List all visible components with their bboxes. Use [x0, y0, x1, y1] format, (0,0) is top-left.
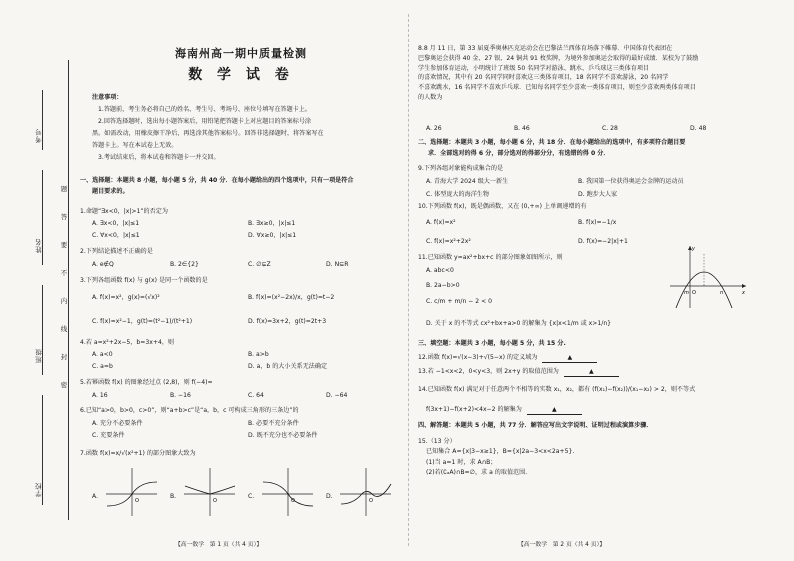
option-a[interactable]: A. f(x)=x²: [426, 219, 456, 226]
question-10: [418, 203, 780, 211]
svg-text:O: O: [291, 498, 295, 504]
exam-subtitle: 数 学 试 卷: [188, 67, 294, 83]
answer-blank[interactable]: [542, 354, 597, 363]
option-b[interactable]: B. f(x)=(x²−2x)/x，g(t)=t−2: [248, 294, 335, 301]
question-9: [418, 165, 780, 173]
exam-title: 海南州高一期中质量检测: [175, 47, 307, 60]
section2-heading: [418, 139, 780, 158]
option-c[interactable]: C.: [248, 493, 255, 500]
option-b[interactable]: B. ∃x≥0，|x|≤1: [248, 220, 296, 227]
option-c[interactable]: C. a=b: [92, 363, 113, 370]
question-stem: 6.已知“a>0，b>0，c>0”，则“a+b>c”是“a，b，c 可构成三角形的三条边”的: [80, 407, 299, 414]
q15-part1: (1)当 a=1 时，求 A∩B；: [426, 458, 497, 466]
answer-blank[interactable]: [564, 368, 619, 377]
option-d[interactable]: D. −64: [326, 392, 348, 399]
option-a[interactable]: A. a<0: [92, 351, 113, 358]
option-c[interactable]: C. f(x)=x²−1，g(t)=(t²−1)/(t²+1): [92, 318, 193, 325]
svg-text:y: y: [692, 246, 695, 252]
option-a[interactable]: A. f(x)=x²，g(x)=(√x)²: [92, 294, 160, 301]
svg-text:O: O: [369, 498, 373, 504]
option-d[interactable]: D. N⊆R: [326, 261, 349, 268]
question-1: [80, 208, 402, 216]
right-page: [418, 0, 780, 561]
option-c[interactable]: C. 充要条件: [92, 432, 125, 439]
q8-line: 巴黎奥运会获得 40 金、27 银、24 铜共 91 枚奖牌，为境外参加奥运会取得的最好成绩．某校为了鼓励: [418, 54, 699, 62]
question-stem-cont: f(3x+1)−f(x+2)<4x−2 的解集为: [426, 406, 522, 413]
question-stem: 7.函数 f(x)=x/√(x²+1) 的部分图象大致为: [80, 450, 196, 457]
question-14: [418, 386, 780, 394]
question-14-line2: [418, 406, 780, 415]
option-d[interactable]: D. 关于 x 的不等式 cx²+bx+a>0 的解集为 {x|x<1/m 或 x>1/n}: [426, 320, 612, 327]
option-b[interactable]: B. 2a−b>0: [426, 282, 460, 289]
section1-heading-line1: 一、选择题：本题共 8 小题，每小题 5 分，共 40 分．在每小题给出的四个选项中，只有一项是符合: [80, 177, 354, 184]
question-5: [80, 379, 402, 387]
question-stem: 4.若 a=x²+2x−5，b=3x+4，则: [80, 339, 175, 346]
blank-marker: ▲: [588, 368, 594, 375]
binding-line: [68, 60, 69, 520]
graph-option-c: [260, 466, 315, 518]
question-4: [80, 339, 402, 347]
option-d[interactable]: D. ∀x≥0，|x|≤1: [248, 232, 297, 239]
option-c[interactable]: C. 体型庞大的海洋生物: [426, 191, 489, 198]
svg-text:O: O: [213, 498, 217, 504]
notice-item: 2.回答选择题时，选出每小题答案后，用铅笔把答题卡上对应题目的答案标号涂: [98, 117, 312, 125]
option-a[interactable]: A. abc<0: [426, 267, 454, 274]
page-divider: [408, 14, 409, 546]
graph-option-a: [104, 466, 159, 518]
option-a[interactable]: A. e∉Q: [92, 261, 114, 268]
option-c[interactable]: C. f(x)=x²+2x²: [426, 238, 471, 245]
option-d[interactable]: D. 跑步大人家: [578, 191, 618, 198]
question-stem: 12.函数 f(x)=√(x−3)+√(5−x) 的定义域为: [418, 354, 538, 361]
option-a[interactable]: A. 充分不必要条件: [92, 420, 143, 427]
binding-strip: [0, 0, 72, 561]
question-stem: 14.已知函数 f(x) 满足对于任意两个不相等的实数 x₁，x₂，都有 (f(x₁)−f(x₂))/(x₁−x₂) > 2，则不等式: [418, 386, 696, 393]
notice-heading: 注意事项：: [92, 94, 123, 101]
section1-heading: [80, 177, 402, 196]
question-3: [80, 277, 402, 285]
seal-char: 答: [60, 213, 68, 221]
question-15: [418, 437, 780, 478]
svg-text:O: O: [692, 290, 696, 296]
option-d[interactable]: D. f(x)=3x+2，g(t)=2t+3: [248, 318, 327, 325]
q8-line: 的喜欢情况，其中有 20 名同学同时喜欢这三类体育项目，18 名同学不喜欢游泳，20 名同学: [418, 74, 669, 82]
notice-item: 1.答题前，考生务必将自己的姓名、考生号、考场号、座位号填写在答题卡上。: [98, 105, 312, 113]
option-a[interactable]: A. ∃x<0，|x|≤1: [92, 220, 140, 227]
seal-char: 线: [60, 325, 68, 333]
class-label: 班级: [35, 348, 43, 363]
page-footer-left: 【高一数学 第 1 页（共 4 页）】: [175, 542, 263, 548]
question-stem: 2.下列结论描述不正确的是: [80, 248, 153, 255]
section2-heading-line2: 求．全部选对的得 6 分，部分选对的得部分分，有选错的得 0 分．: [428, 149, 610, 157]
svg-text:O: O: [135, 498, 139, 504]
option-a[interactable]: A.: [92, 493, 98, 500]
question-stem: 3.下列各组函数 f(x) 与 g(x) 是同一个函数的是: [80, 277, 208, 284]
question-stem: 5.若幂函数 f(x) 的图象经过点 (2,8)，则 f(−4)=: [80, 379, 213, 386]
section1-heading-line2: 题目要求的。: [92, 187, 129, 195]
option-c[interactable]: C. ∅⊊Z: [248, 261, 271, 268]
notice-block: [80, 94, 402, 162]
section2-heading-line1: 二、选择题：本题共 3 小题，每小题 6 分，共 18 分．在每小题给出的选项中，有多项符合题目要: [418, 139, 686, 146]
question-2: [80, 248, 402, 256]
option-d[interactable]: D. 48: [690, 125, 707, 132]
option-d[interactable]: D. 既不充分也不必要条件: [248, 432, 318, 439]
q15-given: 已知集合 A={x|3−x≥1}，B={x|2a−3<x<2a+5}.: [426, 448, 575, 456]
option-b[interactable]: B. 我国第一位获得奥运会金牌的运动员: [578, 178, 684, 185]
question-6: [80, 407, 402, 415]
seal-char: 封: [60, 353, 68, 361]
notice-item: 黑。如需改动，用橡皮擦干净后，再选涂其他答案标号。回答非选择题时，将答案写在: [92, 129, 324, 137]
option-b[interactable]: B. a>b: [248, 351, 269, 358]
question-13: [418, 368, 780, 377]
question-7: [80, 450, 402, 458]
seal-char: 内: [60, 297, 68, 305]
left-page: [80, 0, 402, 561]
option-c[interactable]: C. c/m + m/n − 2 < 0: [426, 298, 493, 305]
answer-blank[interactable]: [527, 406, 582, 415]
q11-parabola-figure: [668, 244, 748, 310]
seal-char: 题: [60, 185, 68, 193]
svg-text:m: m: [684, 290, 689, 296]
blank-marker: ▲: [567, 354, 573, 361]
question-8: [418, 44, 780, 103]
option-c[interactable]: C. 64: [248, 392, 264, 399]
notice-item: 3.考试结束后，将本试卷和答题卡一并交回。: [98, 153, 220, 161]
question-stem: 10.下列函数 f(x)，既是偶函数，又在 (0,+∞) 上单调递增的有: [418, 203, 587, 210]
question-stem: 11.已知函数 y=ax²+bx+c 的部分图象如图所示，则: [418, 254, 563, 261]
question-stem: 1.命题“∃x<0，|x|>1”的否定为: [80, 208, 168, 215]
option-a[interactable]: A. 青海大学 2024 级大一新生: [426, 178, 509, 185]
graph-option-b: [182, 466, 237, 518]
option-b[interactable]: B.: [170, 493, 177, 500]
section4-heading: 四、解答题：本题共 5 小题，共 77 分．解答应写出文字说明、证明过程或演算步骤．: [418, 422, 653, 429]
option-a[interactable]: A. 16: [92, 392, 108, 399]
section3-heading: 三、填空题：本题共 3 小题，每小题 5 分，共 15 分.: [418, 340, 566, 347]
option-b[interactable]: B. f(x)=−1/x: [578, 219, 617, 226]
option-c[interactable]: C. ∀x<0，|x|≤1: [92, 232, 140, 239]
q15-head: 15.（13 分）: [418, 438, 456, 445]
question-12: [418, 354, 780, 363]
notice-item: 答题卡上。写在本试卷上无效。: [92, 141, 178, 149]
name-label: 姓名: [35, 238, 43, 253]
option-d[interactable]: D. f(x)=−2|x|+1: [578, 238, 628, 245]
seal-char: 密: [60, 381, 68, 389]
school-label: 学校: [35, 482, 43, 497]
blank-marker: ▲: [551, 406, 557, 413]
graph-option-d: [338, 466, 393, 518]
q8-line: 8.8 月 11 日，第 33 届夏季奥林匹克运动会在巴黎法兰西体育场落下帷幕．中国体育代表团在: [418, 45, 673, 52]
option-b[interactable]: B. −16: [170, 392, 191, 399]
option-a[interactable]: A. 26: [426, 125, 442, 132]
exam-no-label: 考号: [35, 128, 43, 143]
q8-line: 的人数为: [418, 93, 443, 101]
q8-line: 学生参加体育运动，小明统计了班级 50 名同学对游泳、跳水、乒乓球这三类体育项目: [418, 64, 650, 72]
seal-char: 不: [60, 269, 68, 277]
q8-line: 不喜欢跳水，16 名同学不喜欢乒乓球．已知每名同学至少喜欢一类体育项目，则至少喜欢两类体育项目: [418, 84, 696, 91]
option-b[interactable]: B. 46: [514, 125, 530, 132]
svg-text:x: x: [742, 290, 745, 296]
option-b[interactable]: B. 2∈{2}: [170, 261, 199, 268]
question-stem: 13.若 −1<x<2，0<y<3，则 2x+y 的取值范围为: [418, 368, 559, 375]
page-footer-right: 【高一数学 第 2 页（共 4 页）】: [518, 542, 606, 548]
question-stem: 9.下列各组对象能构成集合的是: [418, 165, 504, 172]
option-b[interactable]: B. 必要不充分条件: [248, 420, 299, 427]
seal-warning: [60, 175, 68, 399]
question-7-options: [80, 466, 402, 526]
option-c[interactable]: C. 28: [602, 125, 618, 132]
q15-part2: (2)若(∁ₐA)∩B=∅，求 a 的取值范围.: [426, 469, 528, 477]
seal-char: 要: [60, 241, 68, 249]
option-d[interactable]: D.: [326, 493, 333, 500]
svg-text:n: n: [720, 290, 724, 296]
option-d[interactable]: D. a，b 的大小关系无法确定: [248, 363, 328, 370]
